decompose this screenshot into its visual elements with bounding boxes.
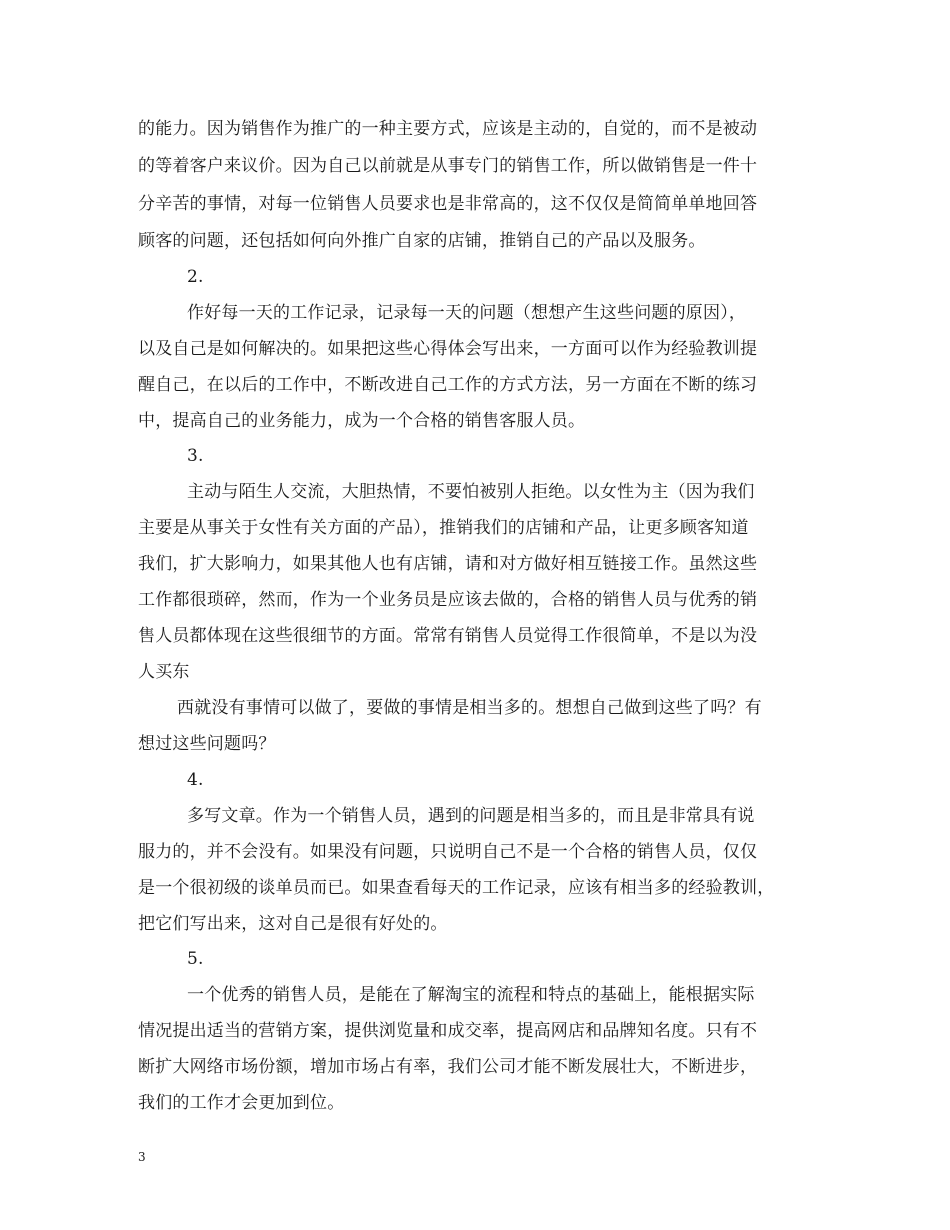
page-number: 3 — [138, 1150, 146, 1164]
body-text-line: 是一个很初级的谈单员而已。如果查看每天的工作记录，应该有相当多的经验教训， — [138, 878, 775, 898]
body-text-line: 人买东 — [138, 662, 190, 682]
body-text-line: 想过这些问题吗？ — [138, 734, 276, 754]
body-text-line: 主动与陌生人交流，大胆热情，不要怕被别人拒绝。以女性为主（因为我们 — [187, 482, 755, 502]
list-number: 5. — [187, 949, 204, 969]
body-text-line: 断扩大网络市场份额，增加市场占有率，我们公司才能不断发展壮大，不断进步， — [138, 1057, 758, 1077]
body-text-line: 作好每一天的工作记录，记录每一天的问题（想想产生这些问题的原因）， — [187, 303, 747, 323]
body-text-line: 多写文章。作为一个销售人员，遇到的问题是相当多的，而且是非常具有说 — [187, 806, 755, 826]
body-text-line: 服力的，并不会没有。如果没有问题，只说明自己不是一个合格的销售人员，仅仅 — [138, 842, 758, 862]
body-text-line: 醒自己，在以后的工作中，不断改进自己工作的方式方法，另一方面在不断的练习 — [138, 375, 758, 395]
body-text-line: 工作都很琐碎，然而，作为一个业务员是应该去做的，合格的销售人员与优秀的销 — [138, 590, 758, 610]
body-text-line: 我们，扩大影响力，如果其他人也有店铺，请和对方做好相互链接工作。虽然这些 — [138, 554, 758, 574]
body-text-line: 西就没有事情可以做了，要做的事情是相当多的。想想自己做到这些了吗？有 — [177, 698, 762, 718]
list-number: 4. — [187, 770, 204, 790]
body-text-line: 的能力。因为销售作为推广的一种主要方式，应该是主动的，自觉的，而不是被动 — [138, 119, 758, 139]
body-text-line: 主要是从事关于女性有关方面的产品），推销我们的店铺和产品，让更多顾客知道 — [138, 518, 749, 538]
body-text-line: 情况提出适当的营销方案，提供浏览量和成交率，提高网店和品牌知名度。只有不 — [138, 1021, 758, 1041]
list-number: 2. — [187, 267, 204, 287]
body-text-line: 顾客的问题，还包括如何向外推广自家的店铺，推销自己的产品以及服务。 — [138, 231, 706, 251]
body-text-line: 中，提高自己的业务能力，成为一个合格的销售客服人员。 — [138, 411, 586, 431]
body-text-line: 分辛苦的事情，对每一位销售人员要求也是非常高的，这不仅仅是简简单单地回答 — [138, 194, 758, 214]
body-text-line: 的等着客户来议价。因为自己以前就是从事专门的销售工作，所以做销售是一件十 — [138, 156, 758, 176]
list-number: 3. — [187, 446, 204, 466]
body-text-line: 我们的工作才会更加到位。 — [138, 1093, 345, 1113]
body-text-line: 以及自己是如何解决的。如果把这些心得体会写出来，一方面可以作为经验教训提 — [138, 339, 758, 359]
body-text-line: 一个优秀的销售人员，是能在了解淘宝的流程和特点的基础上，能根据实际 — [187, 985, 755, 1005]
body-text-line: 售人员都体现在这些很细节的方面。常常有销售人员觉得工作很简单，不是以为没 — [138, 626, 758, 646]
body-text-line: 把它们写出来，这对自己是很有好处的。 — [138, 914, 448, 934]
